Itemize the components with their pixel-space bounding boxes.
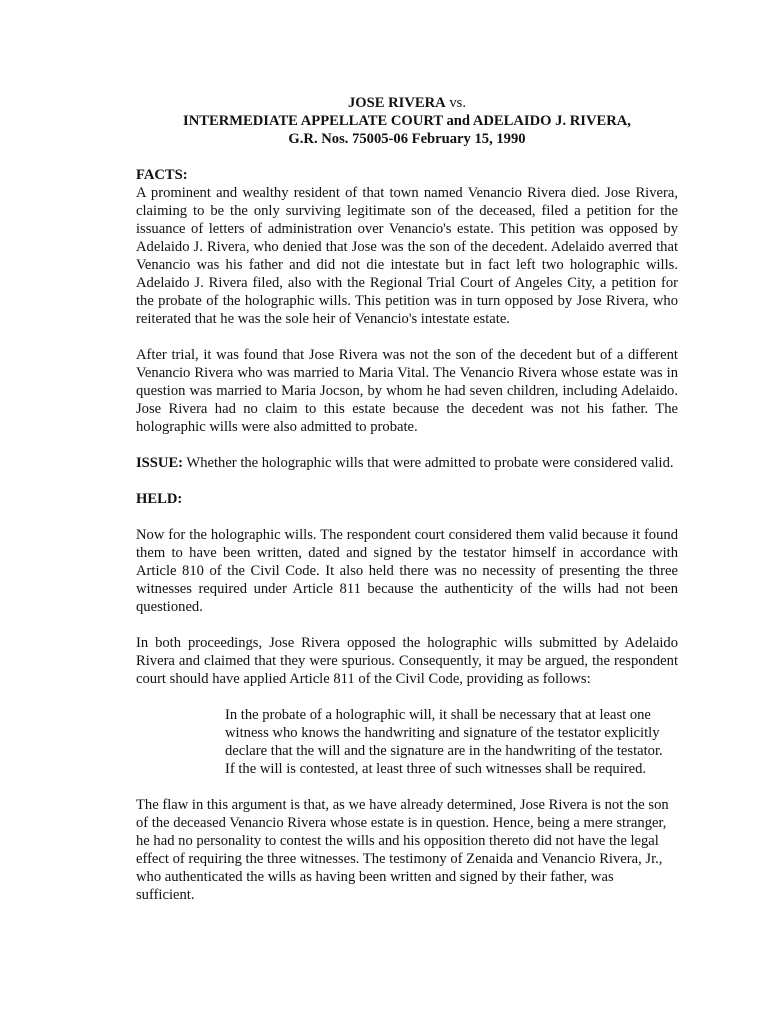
quote-line: witness who knows the handwriting and signature of the testator explicitly (225, 725, 660, 741)
quote-line: In the probate of a holographic will, it shall be necessary that at least one (225, 707, 651, 723)
issue-label: ISSUE: (136, 455, 184, 471)
held-paragraph-1: Now for the holographic wills. The respondent court considered them valid because it found them to have been written, dated and signed by the testator himself in accordance with Article 810 of the Civil Code. It also held there was no necessity of presenting the three witnesses required under Article 811 because the authenticity of the wills had not been questioned. (136, 527, 678, 615)
issue-text: Whether the holographic wills that were admitted to probate were considered valid. (183, 455, 674, 471)
paragraph-line: effect of requiring the three witnesses. The testimony of Zenaida and Venancio Rivera, Jr., (136, 851, 663, 867)
held-paragraph-3 (136, 796, 678, 904)
case-title-line-1 (136, 94, 678, 112)
petitioner-name: JOSE RIVERA (348, 95, 446, 111)
issue-paragraph (136, 454, 678, 472)
facts-heading: FACTS: (136, 167, 188, 183)
document-body (136, 94, 678, 904)
paragraph-line: he had no personality to contest the wills and his opposition thereto did not have the legal (136, 833, 659, 849)
case-citation: G.R. Nos. 75005-06 February 15, 1990 (288, 131, 526, 147)
versus-label: vs. (445, 95, 466, 111)
quote-line: If the will is contested, at least three of such witnesses shall be required. (225, 761, 647, 777)
paragraph-line: sufficient. (136, 887, 195, 903)
case-title (136, 94, 678, 148)
paragraph-line: The flaw in this argument is that, as we have already determined, Jose Rivera is not the son (136, 797, 669, 813)
held-heading: HELD: (136, 491, 183, 507)
paragraph-line: of the deceased Venancio Rivera whose estate is in question. Hence, being a mere stranger, (136, 815, 667, 831)
facts-paragraph-1: A prominent and wealthy resident of that town named Venancio Rivera died. Jose Rivera, claiming to be the only surviving legitimate son of the deceased, filed a petition for the issuance of letters of administration over Venancio's estate. This petition was opposed by Adelaido J. Rivera, who denied that Jose was the son of the decedent. Adelaido averred that Venancio was his father and did not die intestate but in fact left two holographic wills. Adelaido J. Rivera filed, also with the Regional Trial Court of Angeles City, a petition for the probate of the holographic wills. This petition was in turn opposed by Jose Rivera, who reiterated that he was the sole heir of Venancio's intestate estate. (136, 185, 678, 327)
paragraph-line: who authenticated the wills as having been written and signed by their father, was (136, 869, 614, 885)
facts-paragraph-2: After trial, it was found that Jose Rivera was not the son of the decedent but of a different Venancio Rivera who was married to Maria Vital. The Venancio Rivera whose estate was in question was married to Maria Jocson, by whom he had seven children, including Adelaido. Jose Rivera had no claim to this estate because the decedent was not his father. The holographic wills were also admitted to probate. (136, 347, 678, 435)
article-811-quote (225, 706, 678, 778)
held-paragraph-2: In both proceedings, Jose Rivera opposed the holographic wills submitted by Adelaido Rivera and claimed that they were spurious. Consequently, it may be argued, the respondent court should have applied Article 811 of the Civil Code, providing as follows: (136, 635, 678, 687)
case-title-line-2: INTERMEDIATE APPELLATE COURT and ADELAIDO J. RIVERA, (183, 113, 631, 129)
quote-line: declare that the will and the signature are in the handwriting of the testator. (225, 743, 663, 759)
